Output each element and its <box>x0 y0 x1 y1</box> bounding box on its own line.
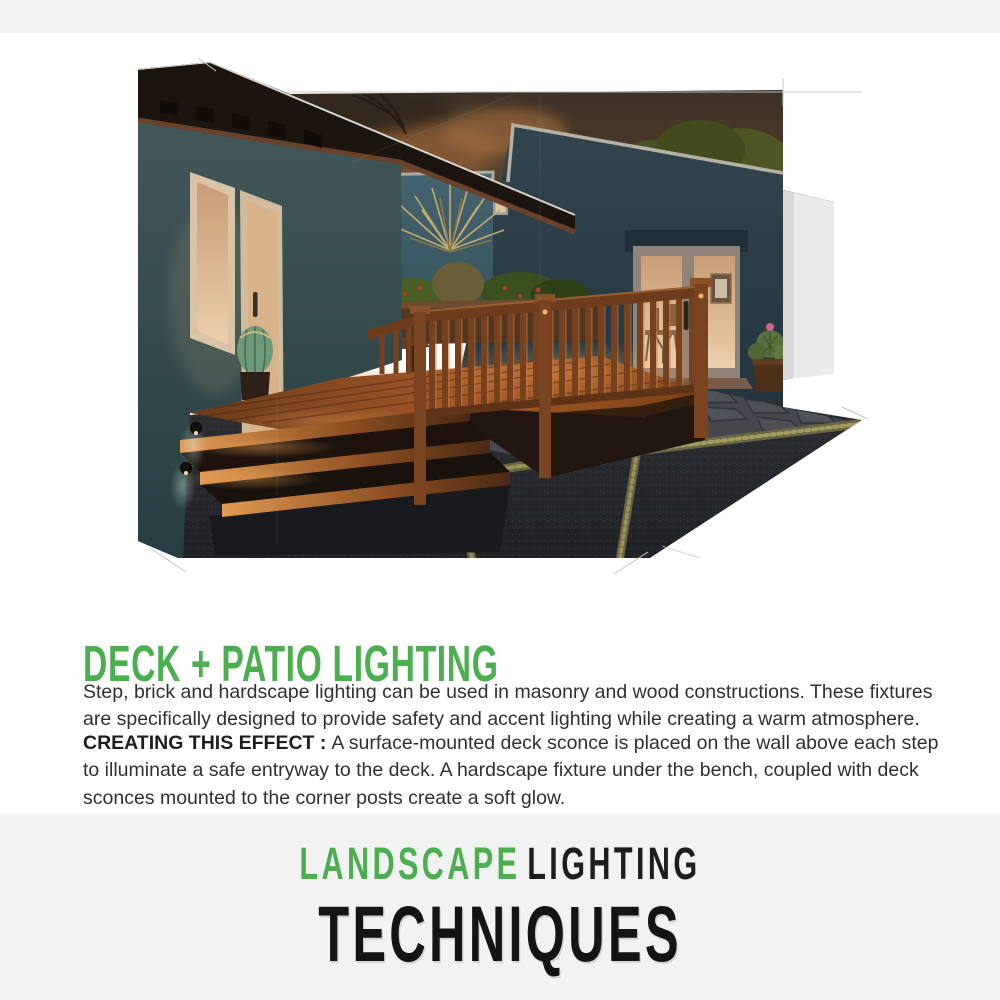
top-gray-bar <box>0 0 1000 33</box>
effect-paragraph <box>83 730 943 813</box>
brand-landscape: LANDSCAPE <box>299 838 521 889</box>
post-sconce <box>699 294 704 299</box>
intro-paragraph: Step, brick and hardscape lighting can be used in masonry and wood constructions. These fixtures are specifically designed to provide safety and accent lighting while creating a warm atmosphere. <box>83 680 933 731</box>
brand-line <box>160 838 840 889</box>
section-heading: DECK + PATIO LIGHTING <box>83 635 499 693</box>
footer <box>0 814 1000 1000</box>
picture-frame <box>711 274 731 303</box>
door-handle <box>253 292 258 317</box>
effect-text: A surface-mounted deck sconce is placed on the wall above each step to illuminate a safe entryway to the deck. A hardscape fixture under the bench, coupled with deck sconces mounted to the corner posts create a soft glow. <box>83 731 939 809</box>
brand-lighting: LIGHTING <box>527 838 701 889</box>
cactus-bloom <box>766 323 774 331</box>
effect-label: CREATING THIS EFFECT : <box>83 731 327 754</box>
post-sconce <box>543 310 548 315</box>
deck-patio-render <box>130 55 870 575</box>
footer-title: TECHNIQUES <box>318 889 682 978</box>
barrel-cactus <box>237 326 273 400</box>
wall-panel <box>783 190 834 380</box>
